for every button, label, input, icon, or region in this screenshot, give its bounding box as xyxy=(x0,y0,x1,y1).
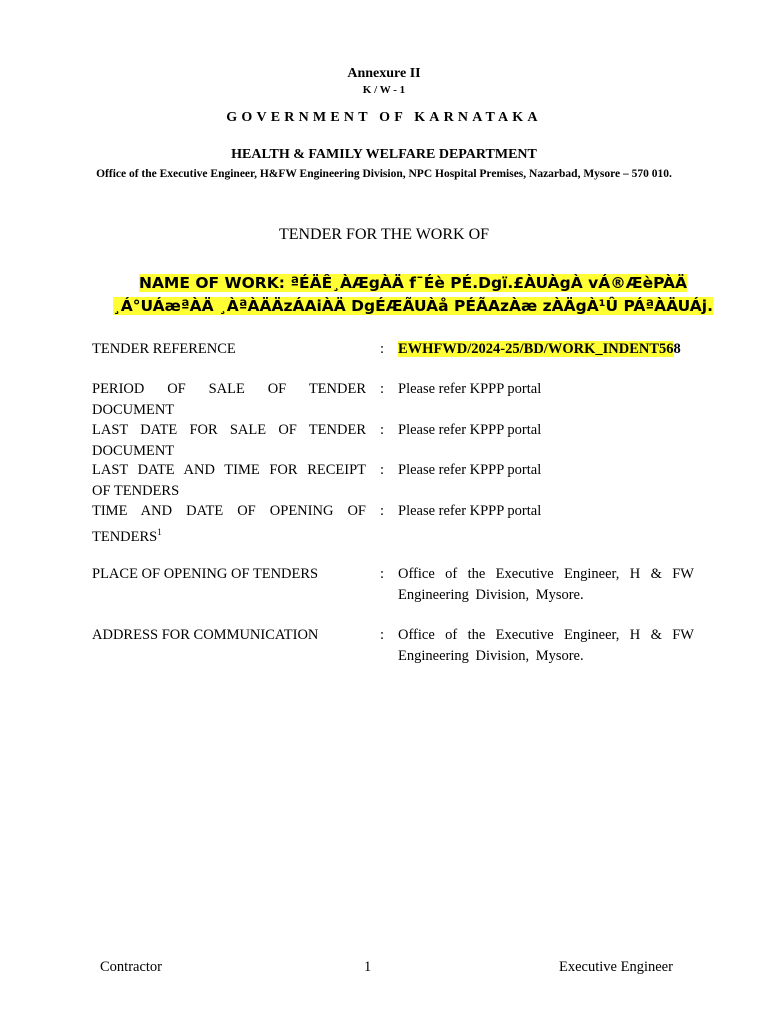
value-line1: Office of the Executive Engineer, H & FW xyxy=(398,566,694,582)
value-line2: Engineering Division, Mysore. xyxy=(398,648,584,664)
label-line2: DOCUMENT xyxy=(92,443,175,459)
label-line2 xyxy=(92,522,366,548)
office-address: Office of the Executive Engineer, H&FW Engineering Division, NPC Hospital Premises, Nazarbad, Mysore – 570 010. xyxy=(96,168,672,180)
period-of-sale-label xyxy=(92,379,366,421)
tender-title: TENDER FOR THE WORK OF xyxy=(278,226,490,243)
address-value xyxy=(398,625,694,667)
address-label: ADDRESS FOR COMMUNICATION xyxy=(92,627,319,643)
colon: : xyxy=(380,566,385,582)
label-line2: DOCUMENT xyxy=(92,402,175,418)
label-line1: PERIOD OF SALE OF TENDER xyxy=(92,381,366,397)
annexure-title: Annexure II xyxy=(347,66,421,81)
place-of-opening-label: PLACE OF OPENING OF TENDERS xyxy=(92,566,319,582)
name-of-work xyxy=(86,272,740,318)
colon: : xyxy=(380,627,385,643)
form-code: K / W - 1 xyxy=(362,84,406,96)
tender-reference-tail: 8 xyxy=(673,341,681,357)
name-of-work-line2: ¸Á°UÁæªÀÄ ¸ÀªÀÄÄzÁAiÀÄ DgÉÆÃUÀå PÉÃAzÀæ zÀÄgÀ¹Û PÁªÀÄUÁj. xyxy=(113,297,713,315)
colon: : xyxy=(380,422,385,438)
last-date-sale-label xyxy=(92,420,366,462)
colon: : xyxy=(380,341,385,357)
footer-contractor: Contractor xyxy=(100,959,163,975)
value-line2: Engineering Division, Mysore. xyxy=(398,587,584,603)
label-line1: TIME AND DATE OF OPENING OF xyxy=(92,503,366,519)
tender-reference-label: TENDER REFERENCE xyxy=(92,341,236,357)
colon: : xyxy=(380,503,385,519)
value-line1: Office of the Executive Engineer, H & FW xyxy=(398,627,694,643)
footer-page-number: 1 xyxy=(364,959,372,975)
name-of-work-line1: NAME OF WORK: ªÉÄÊ¸ÀÆgÀÄ f¯Éè PÉ.Dgï.£ÀUÀgÀ vÁ®ÆèPÀÄ xyxy=(138,274,688,292)
opening-time-value: Please refer KPPP portal xyxy=(398,503,542,519)
period-of-sale-value: Please refer KPPP portal xyxy=(398,381,542,397)
label-line1: LAST DATE FOR SALE OF TENDER xyxy=(92,422,366,438)
last-date-receipt-label xyxy=(92,460,366,502)
place-of-opening-value xyxy=(398,564,694,606)
department-heading: HEALTH & FAMILY WELFARE DEPARTMENT xyxy=(231,147,537,162)
government-heading: GOVERNMENT OF KARNATAKA xyxy=(226,110,542,125)
label-line1: LAST DATE AND TIME FOR RECEIPT xyxy=(92,462,366,478)
colon: : xyxy=(380,462,385,478)
label-line2-text: TENDERS xyxy=(92,528,158,545)
tender-reference-highlighted: EWHFWD/2024-25/BD/WORK_INDENT56 xyxy=(398,341,674,357)
colon: : xyxy=(380,381,385,397)
opening-time-label xyxy=(92,501,366,548)
label-line2: OF TENDERS xyxy=(92,483,180,499)
footer-executive-engineer: Executive Engineer xyxy=(559,959,673,975)
last-date-receipt-value: Please refer KPPP portal xyxy=(398,462,542,478)
footnote-marker: 1 xyxy=(157,527,162,537)
last-date-sale-value: Please refer KPPP portal xyxy=(398,422,542,438)
tender-reference-value xyxy=(398,339,694,360)
